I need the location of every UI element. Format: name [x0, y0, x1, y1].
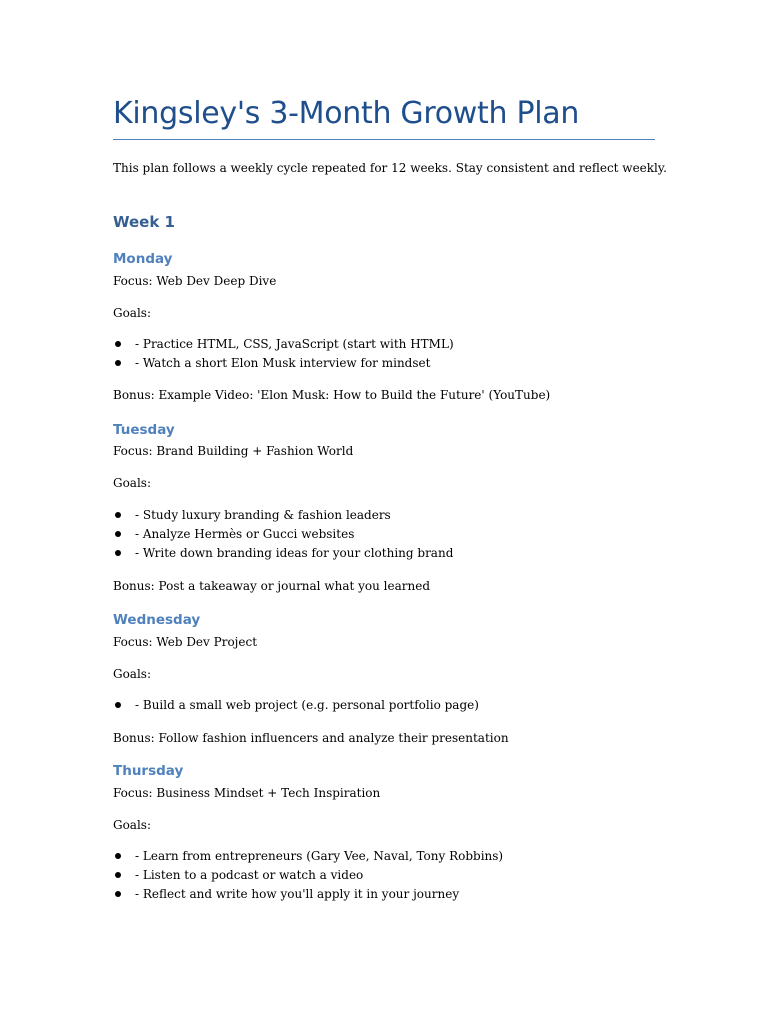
- goal-text: - Reflect and write how you'll apply it in your journey: [135, 887, 460, 901]
- intro-paragraph: This plan follows a weekly cycle repeated for 12 weeks. Stay consistent and reflect weekly.: [113, 161, 667, 175]
- goal-text: - Write down branding ideas for your clothing brand: [135, 546, 454, 560]
- bullet-icon: [115, 360, 121, 366]
- bullet-icon: [115, 341, 121, 347]
- focus-line: Focus: Web Dev Deep Dive: [113, 274, 277, 288]
- bullet-icon: [115, 891, 121, 897]
- focus-line: Focus: Brand Building + Fashion World: [113, 444, 354, 458]
- goals-label: Goals:: [113, 667, 152, 681]
- goals-label: Goals:: [113, 306, 152, 320]
- bullet-icon: [115, 872, 121, 878]
- bullet-icon: [115, 512, 121, 518]
- day-heading-tuesday: Tuesday: [113, 422, 175, 438]
- goal-text: - Build a small web project (e.g. personal portfolio page): [135, 698, 479, 712]
- bullet-icon: [115, 531, 121, 537]
- goal-text: - Study luxury branding & fashion leaders: [135, 508, 391, 522]
- goals-label: Goals:: [113, 818, 152, 832]
- bonus-line: Bonus: Example Video: 'Elon Musk: How to Build the Future' (YouTube): [113, 388, 551, 402]
- bullet-icon: [115, 853, 121, 859]
- title-underline: [113, 139, 655, 140]
- goal-text: - Watch a short Elon Musk interview for mindset: [135, 356, 431, 370]
- goal-text: - Analyze Hermès or Gucci websites: [135, 527, 355, 541]
- week-heading: Week 1: [113, 213, 175, 231]
- day-heading-thursday: Thursday: [113, 763, 184, 779]
- bullet-icon: [115, 702, 121, 708]
- bonus-line: Bonus: Post a takeaway or journal what you learned: [113, 579, 431, 593]
- bullet-icon: [115, 550, 121, 556]
- goals-label: Goals:: [113, 476, 152, 490]
- bonus-line: Bonus: Follow fashion influencers and analyze their presentation: [113, 731, 509, 745]
- document-title: Kingsley's 3-Month Growth Plan: [113, 96, 580, 131]
- goal-text: - Learn from entrepreneurs (Gary Vee, Naval, Tony Robbins): [135, 849, 504, 863]
- day-heading-monday: Monday: [113, 251, 173, 267]
- day-heading-wednesday: Wednesday: [113, 612, 201, 628]
- focus-line: Focus: Web Dev Project: [113, 635, 258, 649]
- goal-text: - Listen to a podcast or watch a video: [135, 868, 364, 882]
- focus-line: Focus: Business Mindset + Tech Inspiration: [113, 786, 381, 800]
- goal-text: - Practice HTML, CSS, JavaScript (start with HTML): [135, 337, 454, 351]
